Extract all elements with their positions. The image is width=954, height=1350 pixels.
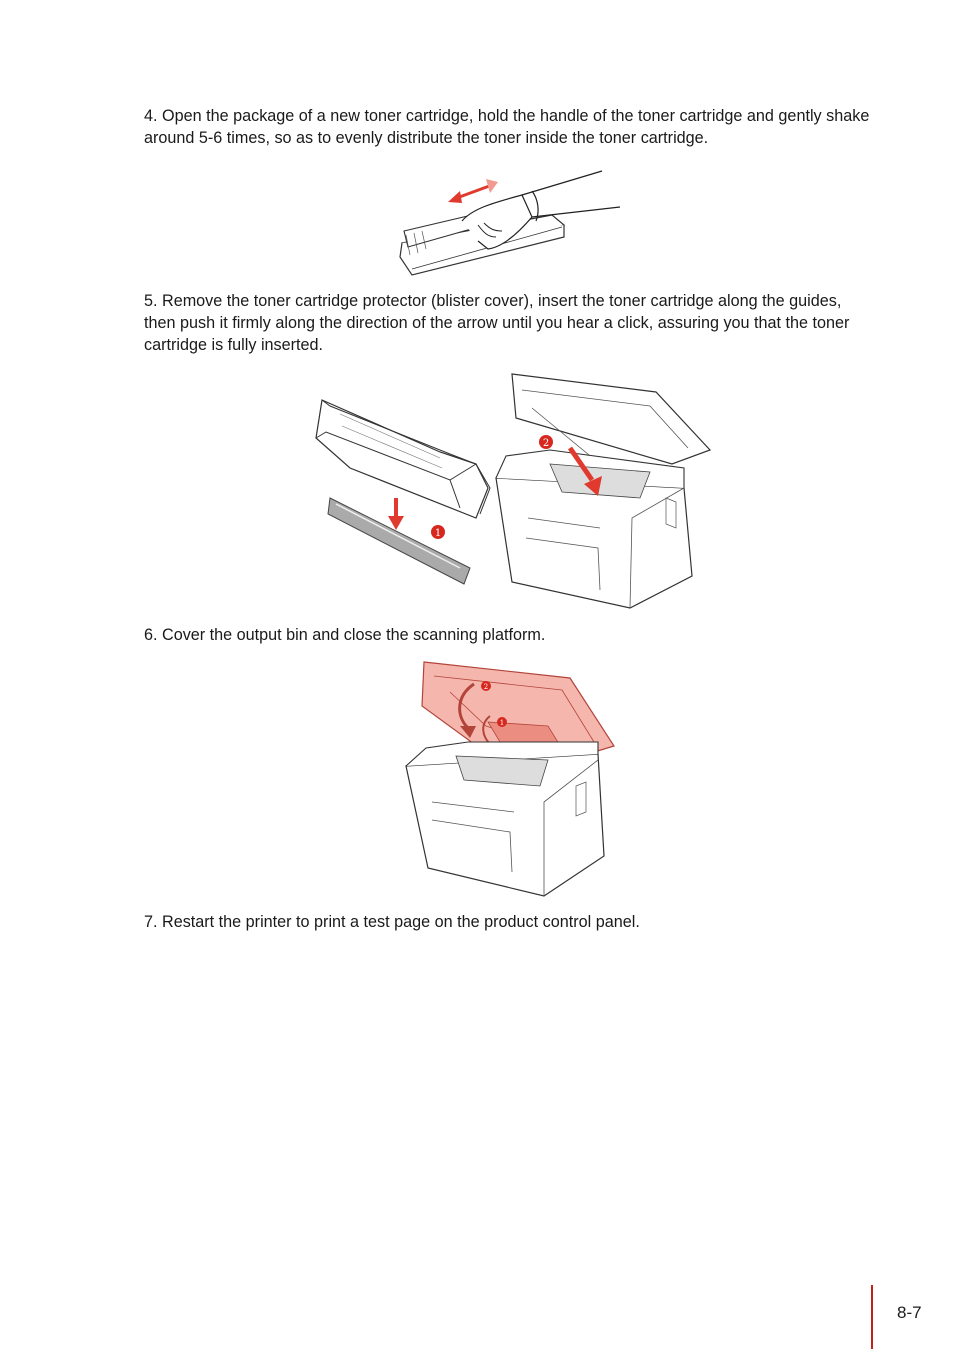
step-6-text: 6. Cover the output bin and close the scanning platform. (144, 626, 546, 644)
insert-toner-cartridge-illustration (300, 368, 712, 612)
page-number: 8-7 (897, 1303, 922, 1322)
shake-toner-cartridge-illustration (392, 165, 624, 281)
step-7-text: 7. Restart the printer to print a test page on the product control panel. (144, 913, 640, 931)
svg-text:1: 1 (499, 719, 505, 727)
svg-text:2: 2 (483, 683, 489, 691)
footer-divider (871, 1285, 873, 1349)
step-5-text: 5. Remove the toner cartridge protector (blister cover), insert the toner cartridge along the guides, then push it firmly along the direction of the arrow until you hear a click, assuring you that the toner cartridge is fully inserted. (144, 292, 850, 354)
svg-text:1: 1 (434, 528, 442, 539)
step-4-text: 4. Open the package of a new toner cartridge, hold the handle of the toner cartridge and gently shake around 5-6 times, so as to evenly distribute the toner inside the toner cartridge. (144, 107, 870, 147)
svg-text:2: 2 (542, 438, 550, 449)
close-scanning-platform-illustration (398, 656, 616, 900)
